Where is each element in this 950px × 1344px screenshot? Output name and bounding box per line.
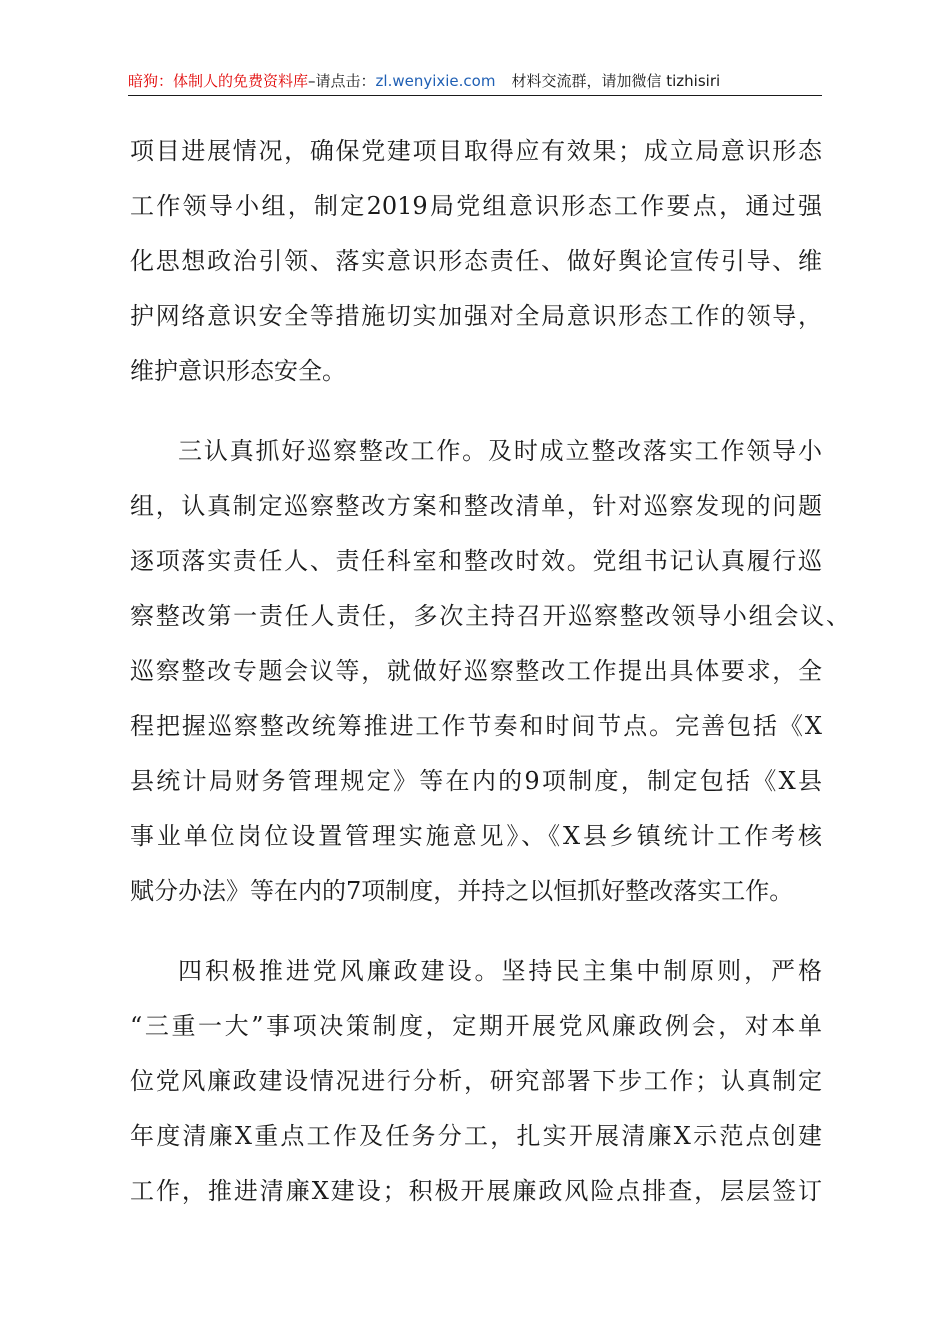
text-line: 组，认真制定巡察整改方案和整改清单，针对巡察发现的问题 — [130, 492, 822, 520]
header-note: 材料交流群，请加微信 tizhisiri — [511, 72, 721, 90]
text-line: 县统计局财务管理规定》等在内的9项制度，制定包括《X县 — [130, 767, 822, 795]
text-line: 程把握巡察整改统筹推进工作节奏和时间节点。完善包括《X — [130, 712, 822, 740]
header-divider — [128, 95, 822, 96]
text-line: 事业单位岗位设置管理实施意见》、《X县乡镇统计工作考核 — [130, 822, 822, 850]
text-line: “三重一大”事项决策制度，定期开展党风廉政例会，对本单 — [130, 1012, 822, 1040]
text-line: 项目进展情况，确保党建项目取得应有效果；成立局意识形态 — [130, 137, 822, 165]
text-line: 化思想政治引领、落实意识形态责任、做好舆论宣传引导、维 — [130, 247, 822, 275]
text-line: 工作，推进清廉X建设；积极开展廉政风险点排查，层层签订 — [130, 1177, 822, 1205]
text-line: 察整改第一责任人责任，多次主持召开巡察整改领导小组会议、 — [130, 602, 850, 630]
text-line: 工作领导小组，制定2019局党组意识形态工作要点，通过强 — [130, 192, 822, 220]
page-header — [128, 70, 822, 92]
text-line: 护网络意识安全等措施切实加强对全局意识形态工作的领导， — [130, 302, 822, 330]
text-line: 维护意识形态安全。 — [130, 357, 346, 385]
text-line: 巡察整改专题会议等，就做好巡察整改工作提出具体要求，全 — [130, 657, 822, 685]
header-link-prefix: –请点击： — [308, 72, 376, 90]
text-line: 三认真抓好巡察整改工作。及时成立整改落实工作领导小 — [178, 437, 822, 465]
text-line: 四积极推进党风廉政建设。坚持民主集中制原则，严格 — [178, 957, 822, 985]
text-line: 赋分办法》等在内的7项制度，并持之以恒抓好整改落实工作。 — [130, 877, 794, 905]
header-brand: 暗狗：体制人的免费资料库 — [128, 72, 309, 90]
header-link[interactable]: zl.wenyixie.com — [375, 72, 496, 90]
text-line: 位党风廉政建设情况进行分析，研究部署下步工作；认真制定 — [130, 1067, 822, 1095]
text-line: 年度清廉X重点工作及任务分工，扎实开展清廉X示范点创建 — [130, 1122, 822, 1150]
text-line: 逐项落实责任人、责任科室和整改时效。党组书记认真履行巡 — [130, 547, 822, 575]
